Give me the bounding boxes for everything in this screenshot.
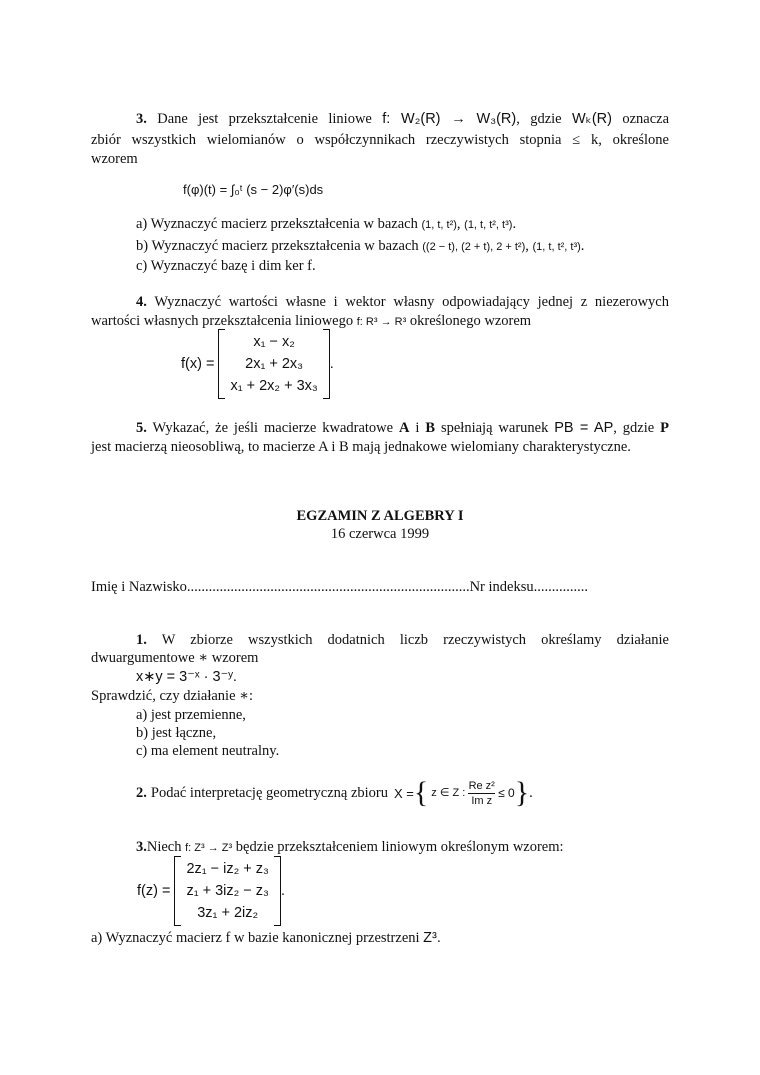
q3-a-space: Z³.	[423, 930, 441, 946]
q1-a: a) jest przemienne,	[136, 707, 246, 723]
q3-row-3: 3z₁ + 2iz₂	[197, 905, 259, 921]
p5-line1	[91, 419, 669, 438]
q1-line1-text: W zbiorze wszystkich dodatnich liczb rzeczywistych określamy działanie	[161, 632, 669, 648]
q2-set-lhs: X =	[394, 785, 414, 801]
p3-oznacza: oznacza	[622, 111, 670, 127]
q2-frac-den: Im z	[468, 793, 495, 808]
p4-line1	[91, 293, 669, 312]
q2-text: Podać interpretację geometryczną zbioru	[150, 784, 388, 801]
p5-P: P	[660, 420, 669, 436]
exam-title: EGZAMIN Z ALGEBRY I	[296, 508, 464, 524]
p3-a-basis1: (1, t, t²)	[421, 219, 457, 231]
exam-date: 16 czerwca 1999	[330, 526, 430, 542]
p3-b-basis1: ((2 − t), (2 + t), 2 + t²)	[422, 241, 526, 253]
p4-row-1: x₁ − x₂	[253, 334, 295, 350]
q3-line	[136, 838, 564, 858]
q2-right-brace: }	[514, 776, 530, 809]
q1-line1	[91, 631, 669, 650]
p3-line1	[91, 110, 669, 129]
q3-a	[91, 929, 441, 948]
q3-lhs: f(z) =	[137, 882, 171, 899]
p3-gdzie: , gdzie	[516, 111, 562, 127]
q2-number: 2.	[136, 784, 147, 801]
q1-formula: x∗y = 3⁻ˣ · 3⁻ʸ.	[136, 669, 237, 685]
p4-row-2: 2x₁ + 2x₃	[245, 356, 304, 372]
p5-number: 5.	[136, 420, 147, 436]
p3-number: 3.	[136, 111, 147, 127]
name-line: Imię i Nazwisko..............................................................................Nr indeksu...............	[91, 579, 588, 595]
p4-rows	[225, 329, 322, 399]
q3-t2: będzie przekształceniem liniowym określonym wzorem:	[235, 839, 564, 855]
q2-left-brace: {	[413, 776, 429, 809]
p4-left-bracket	[218, 329, 225, 399]
q2-frac-num: Re z²	[468, 779, 495, 792]
q1-line2: dwuargumentowe ∗ wzorem	[91, 650, 259, 666]
p5-eq: PB = AP	[554, 420, 614, 436]
q3-right-bracket	[274, 856, 281, 926]
p3-map: f: W₂(R) → W₃(R)	[382, 111, 517, 127]
p4-matrix	[218, 329, 329, 399]
p3-line3: wzorem	[91, 151, 138, 167]
p3-c: c) Wyznaczyć bazę i dim ker f.	[136, 258, 316, 274]
p4-line2-end: określonego wzorem	[409, 313, 532, 329]
p5-B: B	[425, 420, 436, 436]
p4-right-bracket	[323, 329, 330, 399]
q3-rows	[181, 856, 274, 926]
p3-b: b) Wyznaczyć macierz przekształcenia w bazach ((2 − t), (2 + t), 2 + t²), (1, t, t², t³).	[136, 238, 585, 254]
q1-c: c) ma element neutralny.	[136, 743, 280, 759]
p5-A: A	[399, 420, 410, 436]
p3-a-text: a) Wyznaczyć macierz przekształcenia w bazach	[136, 216, 418, 232]
p3-b-basis2: (1, t, t², t³)	[532, 241, 581, 253]
q3-matrix-eq: f(z) = 2z₁ − iz₂ + z₃ z₁ + 3iz₂ − z₃ 3z₁ + 2iz₂ .	[137, 856, 285, 926]
p4-line1-text: Wyznaczyć wartości własne i wektor własny odpowiadający jednej z niezerowych	[154, 294, 669, 310]
q3-left-bracket	[174, 856, 181, 926]
p5-i: i	[415, 420, 420, 436]
p4-line2-text: wartości własnych przekształcenia liniowego	[91, 313, 354, 329]
p4-map: f: R³ → R³	[356, 316, 407, 328]
p4-matrix-eq: f(x) = x₁ − x₂ 2x₁ + 2x₃ x₁ + 2x₂ + 3x₃ .	[181, 329, 334, 399]
q1-b: b) jest łączne,	[136, 725, 217, 741]
q2-line: 2. Podać interpretację geometryczną zbioru X = { z ∈ Z : $\frac{\text{Re z²}}{\text{Im z}}$ ≤ 0 } .	[136, 776, 533, 809]
q3-t1: Niech	[146, 839, 182, 855]
p3-a-basis2: (1, t, t², t³)	[464, 219, 513, 231]
q3-a-text: a) Wyznaczyć macierz f w bazie kanonicznej przestrzeni	[91, 930, 420, 946]
p5-line2: jest macierzą nieosobliwą, to macierze A i B mają jednakowe wielomiany charakterystyczne.	[91, 439, 631, 455]
p4-row-3: x₁ + 2x₂ + 3x₃	[230, 378, 318, 394]
p5-t2: spełniają warunek	[440, 420, 549, 436]
p5-t1: Wykazać, że jeśli macierze kwadratowe	[152, 420, 394, 436]
p5-t3: , gdzie	[613, 420, 655, 436]
q3-map: f: Z³ → Z³	[185, 842, 233, 854]
q3-row-1: 2z₁ − iz₂ + z₃	[186, 861, 269, 877]
p3-b-text: b) Wyznaczyć macierz przekształcenia w bazach	[136, 238, 419, 254]
p4-lhs: f(x) =	[181, 355, 215, 372]
q1-number: 1.	[136, 632, 147, 648]
q3-row-2: z₁ + 3iz₂ − z₃	[186, 883, 269, 899]
p3-intro: Dane jest przekształcenie liniowe	[157, 111, 372, 127]
q3-matrix	[174, 856, 281, 926]
q1-check: Sprawdzić, czy działanie ∗:	[91, 688, 254, 704]
p3-formula: f(φ)(t) = ∫₀ᵗ (s − 2)φ′(s)ds	[183, 182, 324, 197]
p3-a: a) Wyznaczyć macierz przekształcenia w bazach (1, t, t²), (1, t, t², t³).	[136, 216, 517, 232]
p3-line2: zbiór wszystkich wielomianów o współczynnikach rzeczywistych stopnia ≤ k, określone	[91, 132, 669, 148]
p3-wk: Wₖ(R)	[571, 111, 612, 127]
q2-set-cond: z ∈ Z :	[431, 786, 466, 799]
p4-number: 4.	[136, 294, 147, 310]
q2-set-rhs: ≤ 0	[498, 785, 515, 800]
q3-number: 3.	[136, 839, 147, 855]
q2-fraction	[468, 779, 495, 808]
